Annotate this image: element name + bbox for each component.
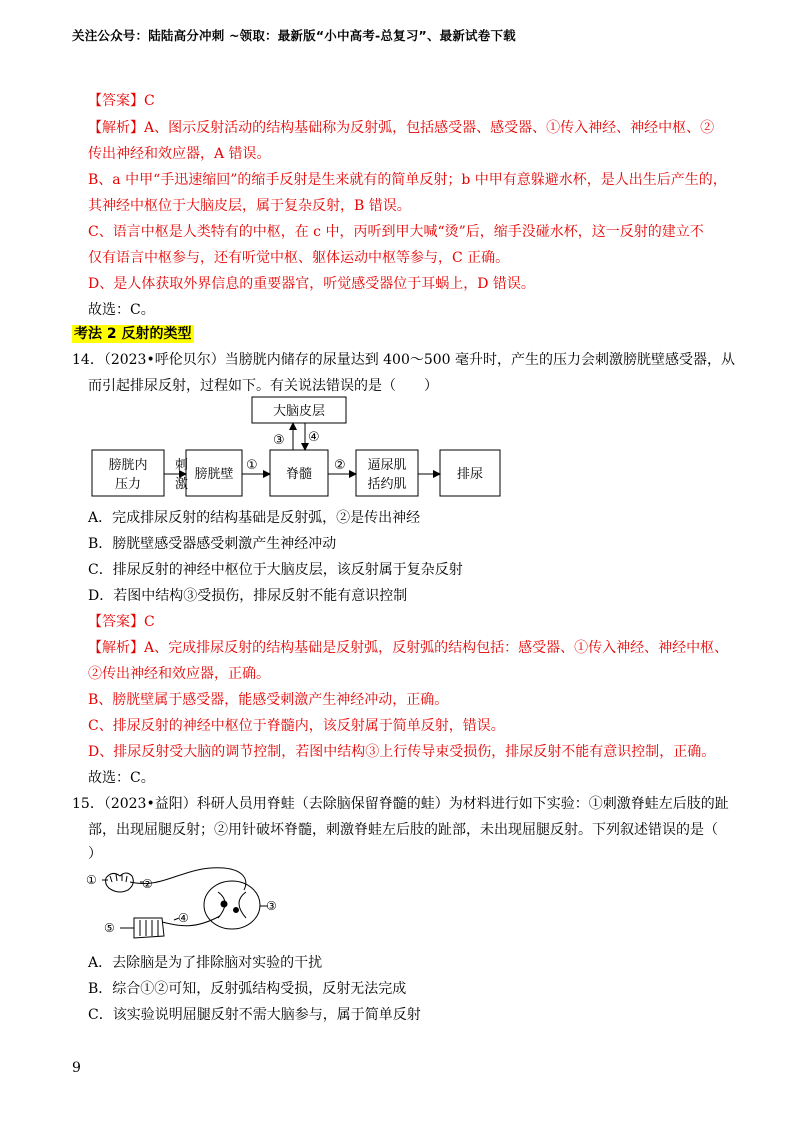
muscle-label: 括约肌 [367,477,407,492]
question-stem: 14．（2023•呼伦贝尔）当膀胱内储存的尿量达到 400～500 毫升时，产生的压力会刺激膀胱壁感受器，从 [72,352,736,368]
option-a: A．去除脑是为了排除脑对实验的干扰 [88,955,323,971]
analysis-line: C、排尿反射的神经中枢位于脊髓内，该反射属于简单反射，错误。 [88,718,505,734]
option-d: D．若图中结构③受损伤，排尿反射不能有意识控制 [88,588,408,604]
answer-label: 【答案】C [88,93,155,109]
spinal-cord-label: 脊髓 [285,467,313,482]
question-stem: 部，出现屈腿反射；②用针破坏脊髓，刺激脊蛙左后肢的趾部，未出现屈腿反射。下列叙述错误的是（ [88,822,718,838]
question-stem: ） [88,846,102,862]
analysis-line: 【解析】A、完成排尿反射的结构基础是反射弧，反射弧的结构包括：感受器、①传入神经、神经中枢、 [88,640,729,656]
bladder-wall-label: 膀胱壁 [194,467,234,482]
label-1: ① [86,873,97,887]
section-title: 考法 2 反射的类型 [74,326,192,342]
pressure-label: 膀胱内 [108,458,148,473]
path-3-label: ③ [273,433,285,448]
question-stem: 15．（2023•益阳）科研人员用脊蛙（去除脑保留脊髓的蛙）为材料进行如下实验：①刺激脊蛙左后肢的趾 [72,796,729,812]
path-2-label: ② [334,458,346,473]
analysis-line: 其神经中枢位于大脑皮层，属于复杂反射，B 错误。 [88,198,411,214]
answer-label: 【答案】C [88,614,155,630]
analysis-line: C、语言中枢是人类特有的中枢，在 c 中，丙听到甲大喊“烫”后，缩手没碰水杯，这一反射的建立不 [88,224,704,240]
urination-label: 排尿 [456,467,484,482]
analysis-line: D、是人体获取外界信息的重要器官，听觉感受器位于耳蜗上，D 错误。 [88,276,535,292]
path-1-label: ① [246,458,258,473]
option-a: A．完成排尿反射的结构基础是反射弧，②是传出神经 [88,510,421,526]
page-header: 关注公众号：陆陆高分冲刺 ~领取：最新版“小中高考-总复习”、最新试卷下载 [72,28,516,43]
pressure-label: 压力 [114,477,142,492]
label-2: ② [142,877,153,891]
conclusion: 故选：C。 [88,302,155,318]
path-4-label: ④ [308,430,320,445]
receptor-shape [106,873,134,892]
stimulus-label: 激 [175,477,189,492]
effector-shape [134,918,164,938]
analysis-line: D、排尿反射受大脑的调节控制，若图中结构③上行传导束受损伤，排尿反射不能有意识控制，正确。 [88,744,716,760]
analysis-line: B、膀胱壁属于感受器，能感受刺激产生神经冲动，正确。 [88,692,449,708]
analysis-line: ②传出神经和效应器，正确。 [88,666,270,682]
option-b: B．综合①②可知，反射弧结构受损，反射无法完成 [88,981,407,997]
option-c: C．排尿反射的神经中枢位于大脑皮层，该反射属于复杂反射 [88,562,463,578]
option-c: C．该实验说明屈腿反射不需大脑参与，属于简单反射 [88,1007,421,1023]
page-number: 9 [72,1060,81,1076]
stimulus-label: 刺 [175,458,189,473]
analysis-line: 仅有语言中枢参与，还有听觉中枢、躯体运动中枢等参与，C 正确。 [88,250,510,266]
label-4: ④ [178,911,189,925]
conclusion: 故选：C。 [88,770,155,786]
analysis-line: 传出神经和效应器，A 错误。 [88,146,271,162]
frog-reflex-arc-diagram [84,860,284,945]
analysis-line: B、a 中甲“手迅速缩回”的缩手反射是生来就有的简单反射；b 中甲有意躲避水杯，是人出生后产生的， [88,172,727,188]
option-b: B．膀胱壁感受器感受刺激产生神经冲动 [88,536,337,552]
label-3: ③ [266,899,277,913]
spinal-cord-shape [204,881,260,929]
label-5: ⑤ [104,921,115,935]
cortex-label: 大脑皮层 [272,404,326,419]
question-stem: 而引起排尿反射，过程如下。有关说法错误的是（ ） [88,378,438,394]
reflex-flow-diagram [80,395,520,505]
muscle-label: 逼尿肌 [367,458,407,473]
analysis-line: 【解析】A、图示反射活动的结构基础称为反射弧，包括感受器、感受器、①传入神经、神经中枢、② [88,120,715,136]
